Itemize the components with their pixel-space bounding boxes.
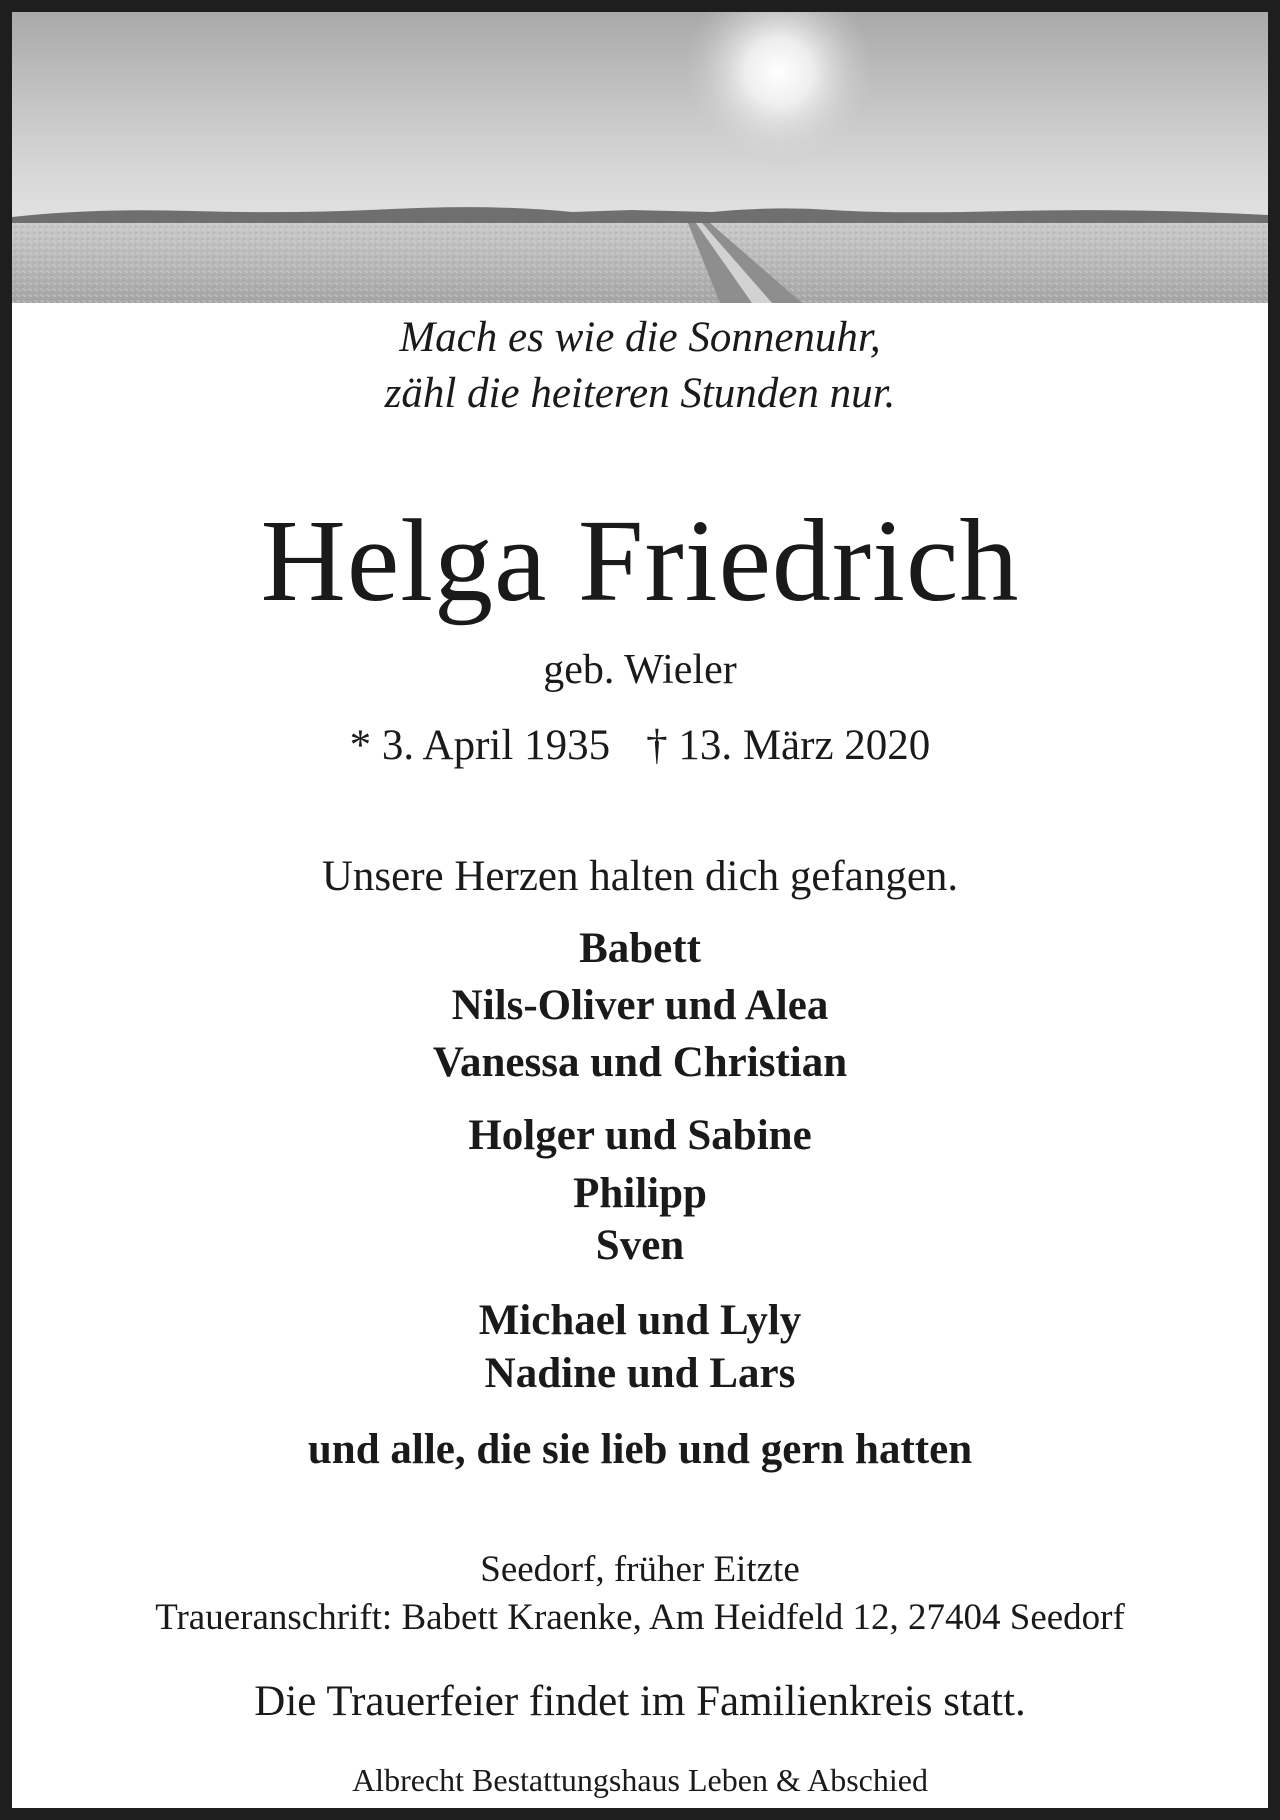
motto-line-2: zähl die heiteren Stunden nur. [384, 370, 896, 417]
family-member: Michael und Lyly [478, 1297, 802, 1344]
ceremony-note: Die Trauerfeier findet im Familienkreis statt. [254, 1678, 1026, 1725]
family-member: Nadine und Lars [484, 1350, 796, 1397]
death-date: † 13. März 2020 [646, 722, 931, 769]
deceased-name: Helga Friedrich [260, 495, 1020, 626]
landscape-photo [12, 12, 1268, 303]
closing-line: und alle, die sie lieb und gern hatten [307, 1426, 973, 1473]
obituary-text [12, 303, 1268, 1808]
family-member: Nils-Oliver und Alea [451, 982, 829, 1029]
family-member: Sven [595, 1222, 685, 1269]
family-member: Vanessa und Christian [432, 1039, 848, 1086]
family-member: Philipp [573, 1170, 707, 1217]
intro-line: Unsere Herzen halten dich gefangen. [321, 853, 959, 900]
mourning-address: Traueranschrift: Babett Kraenke, Am Heidfeld 12, 27404 Seedorf [155, 1597, 1125, 1638]
life-dates [12, 721, 1268, 770]
maiden-name: geb. Wieler [543, 647, 737, 693]
family-member: Babett [579, 925, 701, 972]
place-line: Seedorf, früher Eitzte [480, 1549, 800, 1590]
motto-line-1: Mach es wie die Sonnenuhr, [399, 314, 881, 361]
birth-date: * 3. April 1935 [349, 722, 611, 769]
undertaker-name: Albrecht Bestattungshaus Leben & Abschied [352, 1762, 928, 1798]
family-member: Holger und Sabine [468, 1112, 812, 1159]
